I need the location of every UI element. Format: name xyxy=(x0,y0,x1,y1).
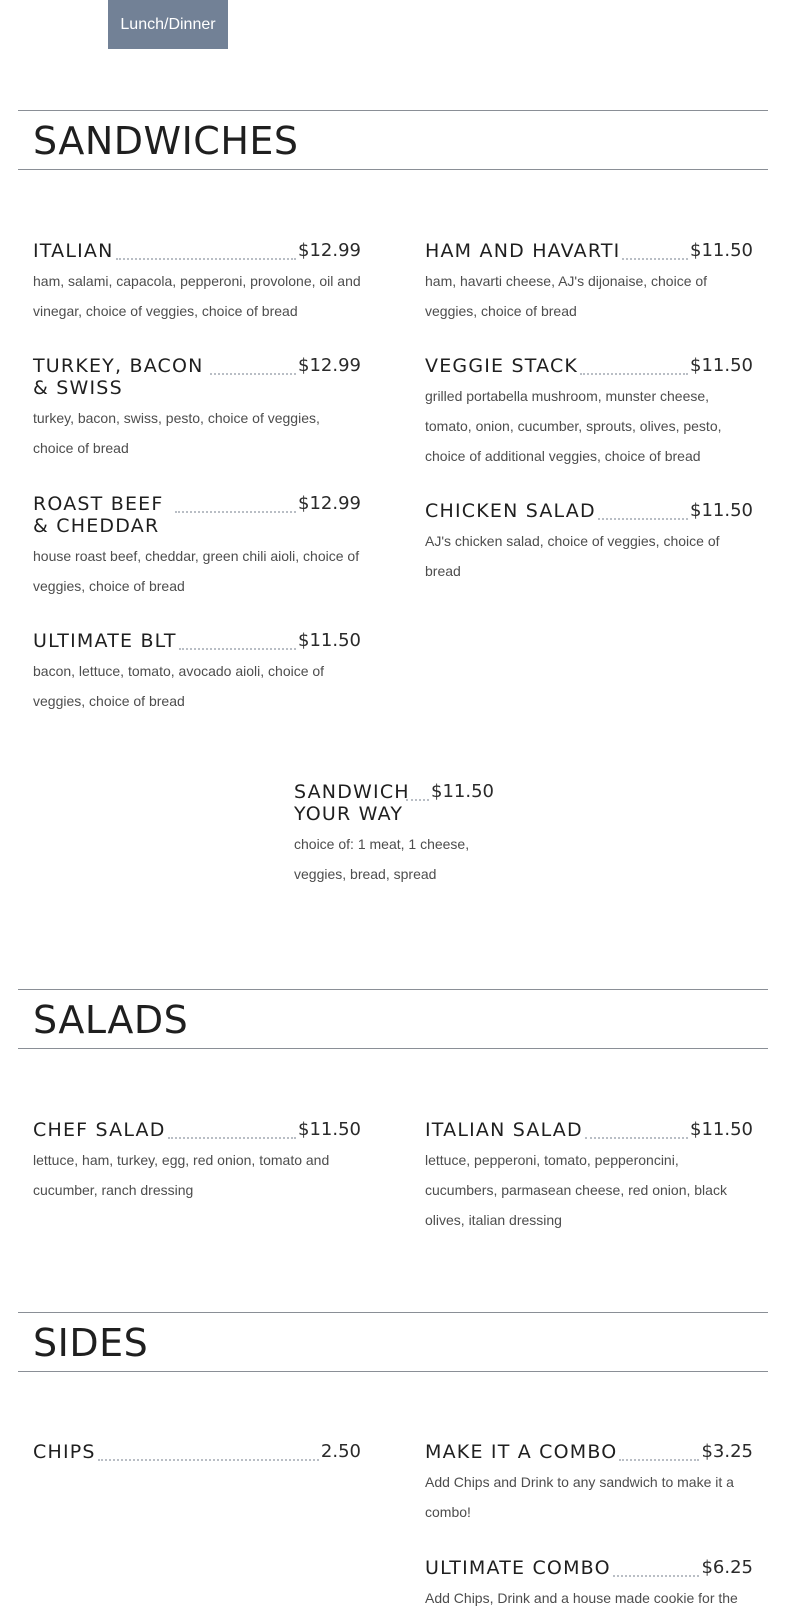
item-price: $11.50 xyxy=(690,1119,753,1140)
item-description: ham, salami, capacola, pepperoni, provolone, oil and vinegar, choice of veggies, choice of bread xyxy=(33,273,361,319)
item-price: $11.50 xyxy=(690,355,753,376)
item-name: ULTIMATE BLT xyxy=(33,630,177,652)
item-description: house roast beef, cheddar, green chili aioli, choice of veggies, choice of bread xyxy=(33,548,360,594)
item-name: MAKE IT A COMBO xyxy=(425,1441,618,1463)
menu-item xyxy=(294,781,494,889)
menu-item xyxy=(33,355,361,463)
item-price: 2.50 xyxy=(320,1441,361,1462)
menu-item xyxy=(425,1441,753,1527)
item-price: $11.50 xyxy=(690,240,753,261)
menu-item xyxy=(425,240,753,326)
item-price: $12.99 xyxy=(298,240,361,261)
menu-item xyxy=(425,355,753,471)
item-description: turkey, bacon, swiss, pesto, choice of veggies, choice of bread xyxy=(33,410,320,456)
dot-leader xyxy=(580,355,688,375)
dot-leader xyxy=(406,781,429,801)
item-price: $12.99 xyxy=(298,355,361,376)
item-name: ULTIMATE COMBO xyxy=(425,1557,611,1579)
menu-item xyxy=(33,1119,361,1205)
tab-lunch-dinner[interactable]: Lunch/Dinner xyxy=(108,0,228,49)
item-price: $6.25 xyxy=(701,1557,753,1578)
item-name: VEGGIE STACK xyxy=(425,355,579,377)
dot-leader xyxy=(98,1441,319,1461)
menu-item xyxy=(425,500,753,586)
item-price: $11.50 xyxy=(690,500,753,521)
section-title: SANDWICHES xyxy=(33,119,299,163)
item-price: $11.50 xyxy=(298,1119,361,1140)
item-name: CHEF SALAD xyxy=(33,1119,166,1141)
item-name: HAM AND HAVARTI xyxy=(425,240,621,262)
menu-item xyxy=(425,1119,753,1235)
menu-item xyxy=(425,1557,753,1613)
dot-leader xyxy=(619,1441,699,1461)
item-description: Add Chips, Drink and a house made cookie for the xyxy=(425,1590,738,1606)
item-description: ham, havarti cheese, AJ's dijonaise, choice of veggies, choice of bread xyxy=(425,273,708,319)
section-header-sides xyxy=(18,1312,768,1372)
item-price: $11.50 xyxy=(431,781,494,802)
item-description: choice of: 1 meat, 1 cheese, veggies, bread, spread xyxy=(294,836,470,882)
dot-leader xyxy=(210,355,296,375)
item-description: bacon, lettuce, tomato, avocado aioli, choice of veggies, choice of bread xyxy=(33,663,325,709)
menu-item xyxy=(33,630,361,716)
item-description: AJ's chicken salad, choice of veggies, choice of bread xyxy=(425,533,720,579)
item-name: SANDWICH YOUR WAY xyxy=(294,781,410,825)
dot-leader xyxy=(116,240,296,260)
item-price: $3.25 xyxy=(701,1441,753,1462)
menu-item xyxy=(33,493,361,601)
menu-item xyxy=(33,1441,361,1463)
item-name: ITALIAN SALAD xyxy=(425,1119,583,1141)
item-name: CHICKEN SALAD xyxy=(425,500,596,522)
item-name: TURKEY, BACON & SWISS xyxy=(33,355,204,399)
dot-leader xyxy=(598,500,688,520)
section-header-sandwiches xyxy=(18,110,768,170)
section-title: SIDES xyxy=(33,1321,149,1365)
dot-leader xyxy=(585,1119,688,1139)
item-description: Add Chips and Drink to any sandwich to make it a combo! xyxy=(425,1474,734,1520)
item-description: lettuce, ham, turkey, egg, red onion, tomato and cucumber, ranch dressing xyxy=(33,1152,330,1198)
section-header-salads xyxy=(18,989,768,1049)
menu-item xyxy=(33,240,361,326)
dot-leader xyxy=(179,630,296,650)
dot-leader xyxy=(622,240,688,260)
dot-leader xyxy=(175,493,296,513)
item-price: $12.99 xyxy=(298,493,361,514)
item-name: ROAST BEEF & CHEDDAR xyxy=(33,493,164,537)
dot-leader xyxy=(168,1119,296,1139)
item-price: $11.50 xyxy=(298,630,361,651)
item-description: grilled portabella mushroom, munster cheese, tomato, onion, cucumber, sprouts, olives, pesto, choice of additional veggies, choice of bread xyxy=(425,388,722,464)
section-title: SALADS xyxy=(33,998,189,1042)
item-description: lettuce, pepperoni, tomato, pepperoncini, cucumbers, parmasean cheese, red onion, black olives, italian dressing xyxy=(425,1152,727,1228)
item-name: CHIPS xyxy=(33,1441,96,1463)
item-name: ITALIAN xyxy=(33,240,114,262)
dot-leader xyxy=(613,1557,700,1577)
